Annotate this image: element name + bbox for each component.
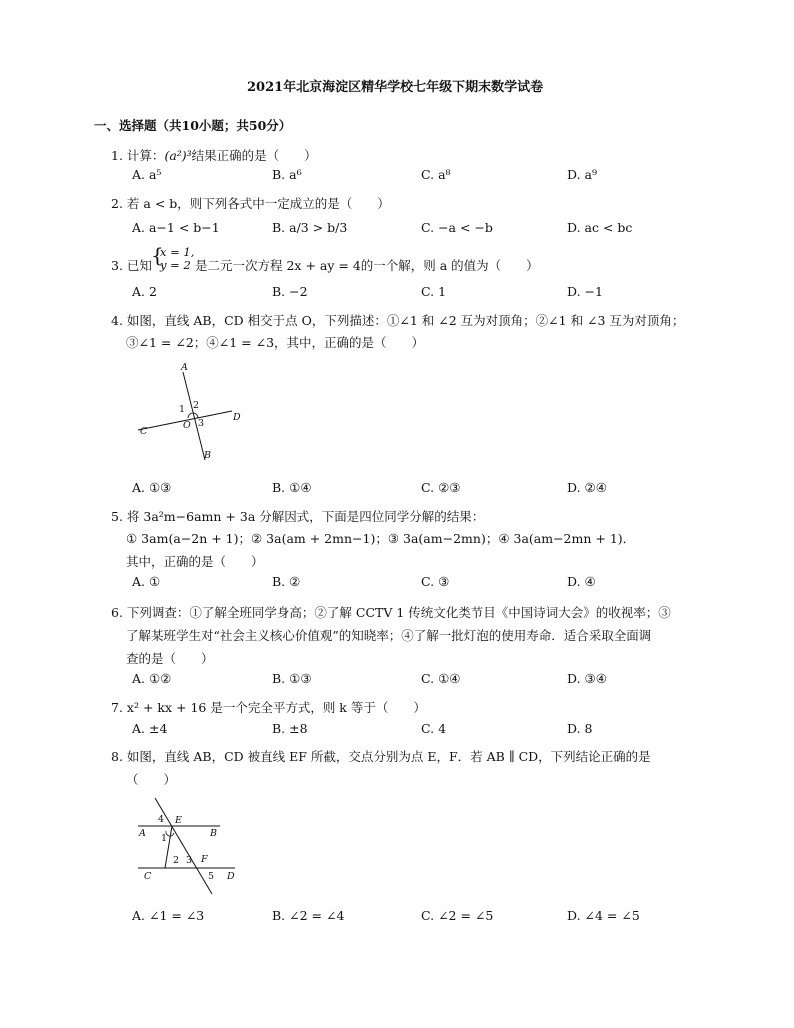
option-a[interactable]: A. a−1 < b−1 xyxy=(132,220,220,235)
option-a[interactable]: A. ①② xyxy=(132,671,172,686)
label-a: A xyxy=(139,828,146,839)
section-heading: 一、选择题（共10小题；共50分） xyxy=(94,118,292,133)
question-stem: 如图，直线 AB，CD 相交于点 O，下列描述：①∠1 和 ∠2 互为对顶角；②∠1 和 ∠3 互为对顶角； xyxy=(126,313,685,328)
question-stem: 已知 xyxy=(126,258,152,273)
option-b[interactable]: B. ①③ xyxy=(272,671,312,686)
option-d[interactable]: D. ②④ xyxy=(567,480,607,495)
question-expression: (a²)³ xyxy=(164,148,192,163)
option-d[interactable]: D. ④ xyxy=(567,574,596,589)
option-b[interactable]: B. ② xyxy=(272,574,301,589)
option-b[interactable]: B. ①④ xyxy=(272,480,312,495)
label-a: A xyxy=(181,362,188,373)
question-4 xyxy=(111,311,684,329)
line-ef xyxy=(155,798,215,894)
question-number: 2. xyxy=(111,196,123,211)
question-stem-cont: ③∠1 = ∠2；④∠1 = ∠3，其中，正确的是（ ） xyxy=(126,335,425,350)
question-stem: 若 a < b，则下列各式中一定成立的是（ ） xyxy=(126,196,390,211)
question-6 xyxy=(111,603,671,621)
question-number: 3. xyxy=(111,258,123,273)
equation-system xyxy=(160,246,194,272)
option-b[interactable]: B. a⁶ xyxy=(272,167,302,182)
option-b[interactable]: B. −2 xyxy=(272,284,308,299)
system-line-1: x = 1, xyxy=(160,245,195,259)
label-angle-4: 4 xyxy=(158,814,165,825)
question-number: 5. xyxy=(111,509,123,524)
question-stem-cont: ① 3am(a−2n + 1)；② 3a(am + 2mn−1)；③ 3a(am−2mn)；④ 3a(am−2mn + 1)． xyxy=(126,531,636,546)
question-stem-cont: 了解某班学生对“社会主义核心价值观”的知晓率；④了解一批灯泡的使用寿命．适合采取全面调 xyxy=(126,628,652,643)
option-a[interactable]: A. a⁵ xyxy=(132,167,162,182)
option-c[interactable]: C. a⁸ xyxy=(421,167,451,182)
option-d[interactable]: D. −1 xyxy=(567,284,603,299)
option-c[interactable]: C. −a < −b xyxy=(421,220,493,235)
question-3 xyxy=(111,256,152,274)
option-c[interactable]: C. ③ xyxy=(421,574,450,589)
label-b: B xyxy=(204,450,211,461)
line-ab xyxy=(183,372,205,460)
option-b[interactable]: B. ±8 xyxy=(272,721,308,736)
option-a[interactable]: A. 2 xyxy=(132,284,157,299)
question-stem: 计算： xyxy=(126,148,165,163)
label-c: C xyxy=(140,426,148,437)
option-a[interactable]: A. ①③ xyxy=(132,480,172,495)
page-title: 2021年北京海淀区精华学校七年级下期末数学试卷 xyxy=(247,80,544,95)
label-angle-5: 5 xyxy=(208,871,215,882)
question-stem: 下列调查：①了解全班同学身高；②了解 CCTV 1 传统文化类节目《中国诗词大会》的收视率；③ xyxy=(126,605,671,620)
label-c: C xyxy=(144,871,152,882)
question-stem-cont: 其中，正确的是（ ） xyxy=(126,554,264,569)
question-2 xyxy=(111,194,390,212)
option-c[interactable]: C. ②③ xyxy=(421,480,461,495)
label-angle-2: 2 xyxy=(193,400,200,411)
question-stem: 是二元一次方程 2x + ay = 4的一个解，则 a 的值为（ ） xyxy=(195,258,539,273)
label-d: D xyxy=(233,412,241,423)
label-angle-3: 3 xyxy=(186,855,193,866)
label-e: E xyxy=(175,815,182,826)
question-number: 8. xyxy=(111,749,123,764)
option-c[interactable]: C. 4 xyxy=(421,721,447,736)
label-b: B xyxy=(210,828,217,839)
question-stem-cont: 查的是（ ） xyxy=(126,651,214,666)
question-stem-cont: （ ） xyxy=(126,772,177,787)
label-angle-2: 2 xyxy=(173,855,180,866)
question-number: 6. xyxy=(111,605,123,620)
option-a[interactable]: A. ① xyxy=(132,574,161,589)
label-o: O xyxy=(183,420,191,431)
brace-icon: { xyxy=(151,243,164,267)
label-d: D xyxy=(227,871,235,882)
question-7 xyxy=(111,698,426,716)
question-stem: 如图，直线 AB，CD 被直线 EF 所截，交点分别为点 E，F．若 AB ∥ CD，下列结论正确的是 xyxy=(126,749,651,764)
system-line-2: y = 2 xyxy=(160,258,191,272)
question-number: 4. xyxy=(111,313,123,328)
figure-parallel-lines xyxy=(130,795,250,900)
option-d[interactable]: D. 8 xyxy=(567,721,593,736)
question-5 xyxy=(111,507,484,525)
question-stem: 结果正确的是（ ） xyxy=(191,148,317,163)
option-d[interactable]: D. ∠4 = ∠5 xyxy=(567,908,640,923)
option-d[interactable]: D. ac < bc xyxy=(567,220,633,235)
question-number: 1. xyxy=(111,148,123,163)
question-1 xyxy=(111,146,317,164)
question-number: 7. xyxy=(111,700,123,715)
option-c[interactable]: C. ①④ xyxy=(421,671,461,686)
option-b[interactable]: B. a/3 > b/3 xyxy=(272,220,348,235)
question-8 xyxy=(111,747,651,765)
figure-intersecting-lines xyxy=(130,360,260,470)
question-stem: x² + kx + 16 是一个完全平方式，则 k 等于（ ） xyxy=(126,700,426,715)
question-stem: 将 3a²m−6amn + 3a 分解因式，下面是四位同学分解的结果： xyxy=(126,509,485,524)
option-b[interactable]: B. ∠2 = ∠4 xyxy=(272,908,345,923)
label-angle-3: 3 xyxy=(198,418,205,429)
option-a[interactable]: A. ∠1 = ∠3 xyxy=(132,908,205,923)
option-d[interactable]: D. a⁹ xyxy=(567,167,597,182)
label-angle-1: 1 xyxy=(161,833,168,844)
option-a[interactable]: A. ±4 xyxy=(132,721,168,736)
option-c[interactable]: C. 1 xyxy=(421,284,447,299)
option-d[interactable]: D. ③④ xyxy=(567,671,607,686)
option-c[interactable]: C. ∠2 = ∠5 xyxy=(421,908,494,923)
label-angle-1: 1 xyxy=(179,404,186,415)
label-f: F xyxy=(201,854,208,865)
